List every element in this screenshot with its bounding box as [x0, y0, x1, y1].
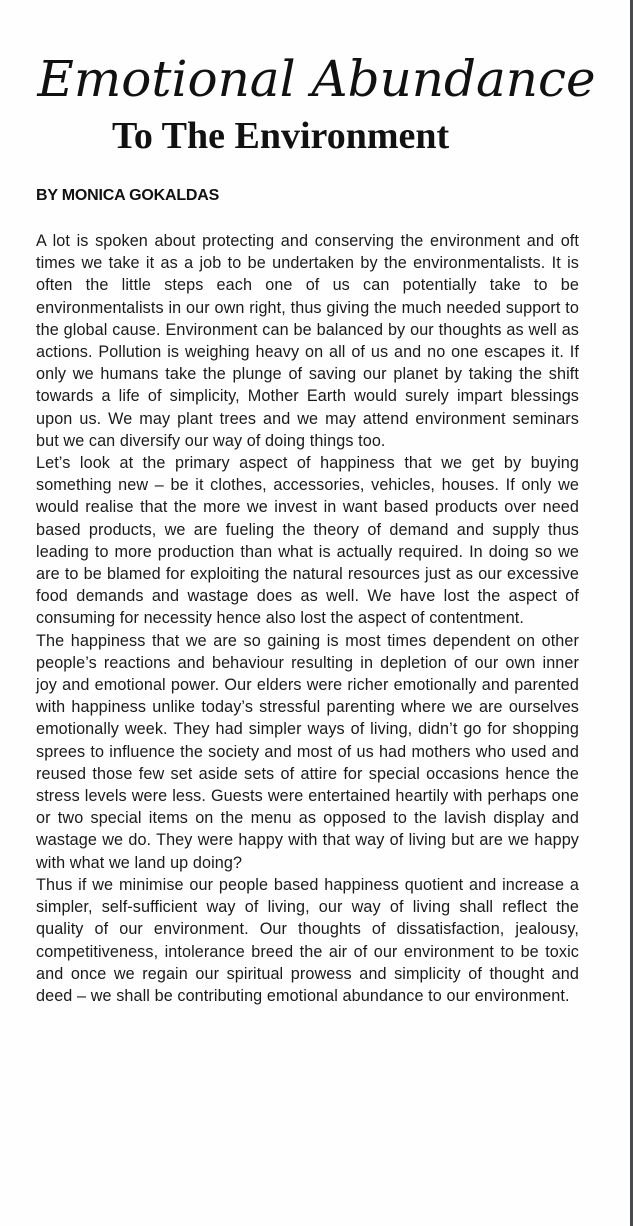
paragraph-2: Let’s look at the primary aspect of happiness that we get by buying something new – be it clothes, accessories, vehicles, houses. If only we would realise that the more we invest in want based products over need based products, we are fueling the theory of demand and supply thus leading to more production than what is actually required. In doing so we are to be blamed for exploiting the natural resources just as our excessive food demands and wastage does as well. We have lost the aspect of consuming for necessity hence also lost the aspect of contentment. — [36, 454, 579, 628]
paragraph-3: The happiness that we are so gaining is most times dependent on other people’s reactions and behaviour resulting in depletion of our own inner joy and emotional power. Our elders were richer emotionally and parented with happiness unlike today’s stressful parenting where we are ourselves emotionally week. They had simpler ways of living, didn’t go for shopping sprees to influence the society and most of us had mothers who used and reused those few set aside sets of attire for special occasions hence the stress levels were less. Guests were entertained heartily with perhaps one or two special items on the menu as opposed to the lavish display and wastage we do. They were happy with that way of living but are we happy with what we land up doing? — [36, 631, 579, 872]
article-subtitle: To The Environment — [112, 115, 450, 157]
author-byline: BY MONICA GOKALDAS — [36, 187, 220, 204]
article-title-script: Emotional Abundance — [37, 50, 596, 108]
paragraph-4: Thus if we minimise our people based happiness quotient and increase a simpler, self-sufficient way of living, our way of living shall reflect the quality of our environment. Our thoughts of dissatisfaction, jealousy, competitiveness, intolerance breed the air of our environment to be toxic and once we regain our spiritual prowess and simplicity of thought and deed – we shall be contributing emotional abundance to our environment. — [36, 875, 579, 1005]
article-body — [36, 230, 579, 1007]
paragraph-1: A lot is spoken about protecting and conserving the environment and oft times we take it as a job to be undertaken by the environmentalists. It is often the little steps each one of us can potentially take to be environmentalists in our own right, thus giving the much needed support to the global cause. Environment can be balanced by our thoughts as well as actions. Pollution is weighing heavy on all of us and no one escapes it. If only we humans take the plunge of saving our planet by taking the shift towards a life of simplicity, Mother Earth would surely impart blessings upon us. We may plant trees and we may attend environment seminars but we can diversify our way of doing things too. — [36, 232, 579, 450]
